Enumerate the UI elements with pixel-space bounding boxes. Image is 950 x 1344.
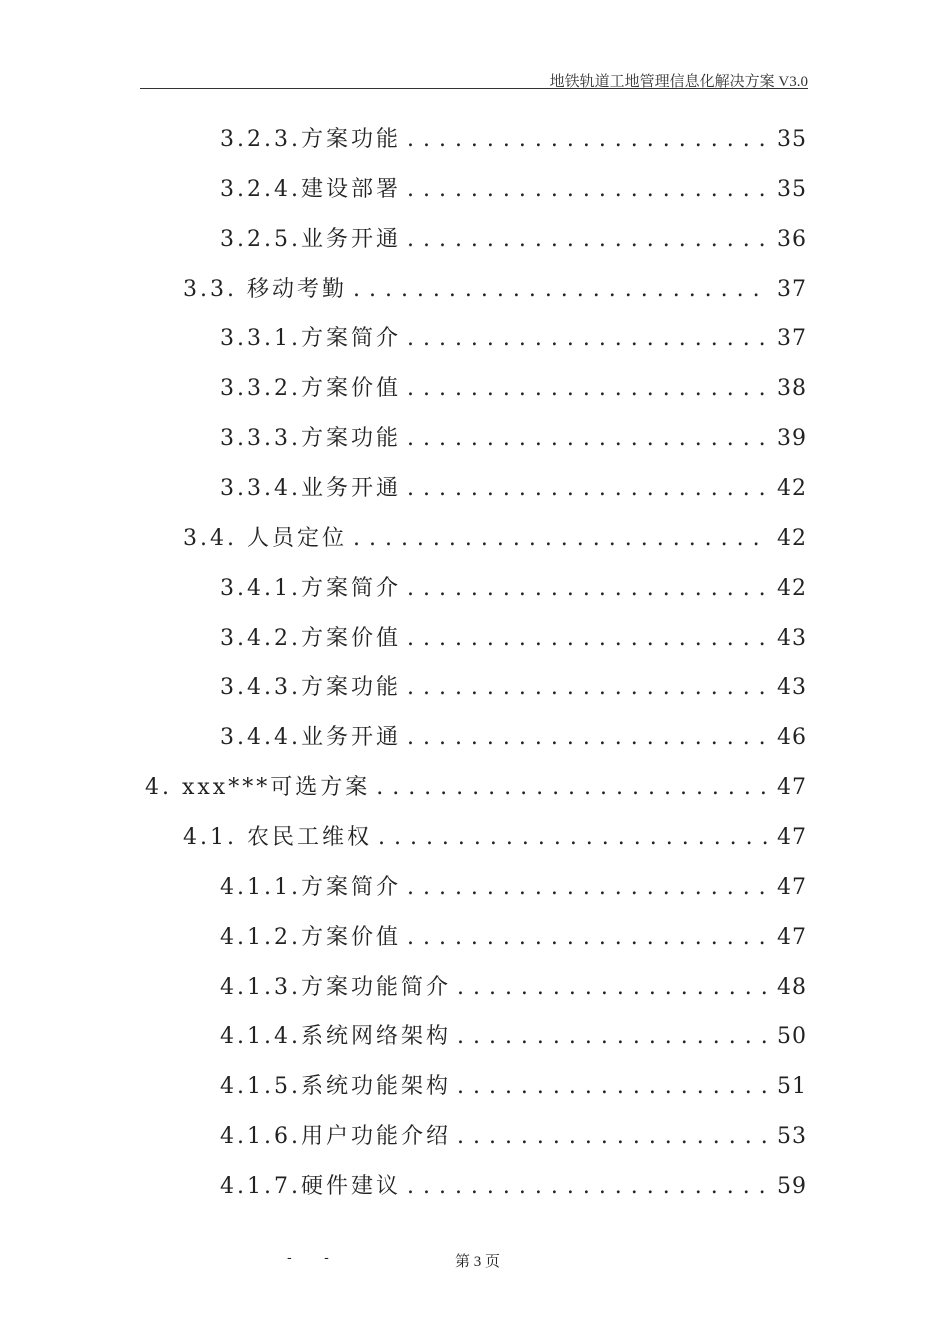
- toc-dot-leader: [378, 825, 769, 850]
- toc-entry[interactable]: [220, 670, 807, 708]
- toc-entry-title: 3.4.3.方案功能: [220, 675, 401, 701]
- toc-entry[interactable]: [220, 1069, 807, 1107]
- toc-entry-title: 4.1.5.系统功能架构: [220, 1074, 451, 1100]
- toc-entry[interactable]: [220, 571, 807, 609]
- toc-entry[interactable]: [220, 122, 807, 160]
- toc-entry-page: 35: [777, 127, 807, 152]
- toc-dot-leader: [457, 1124, 769, 1149]
- running-header: 地铁轨道工地管理信息化解决方案 V3.0: [549, 74, 808, 90]
- toc-entry-page: 53: [777, 1124, 807, 1150]
- toc-entry[interactable]: [220, 172, 807, 210]
- toc-entry-page: 39: [777, 426, 807, 452]
- toc-entry-title: 3.3.4.业务开通: [220, 476, 401, 502]
- toc-dot-leader: [457, 1074, 769, 1099]
- toc-dot-leader: [353, 277, 769, 302]
- toc-dot-leader: [407, 626, 769, 651]
- toc-entry-page: 50: [777, 1024, 807, 1050]
- toc-entry-title: 4.1. 农民工维权: [183, 825, 372, 851]
- toc-entry-title: 3.3. 移动考勤: [183, 276, 347, 302]
- toc-entry-title: 3.4.2.方案价值: [220, 625, 401, 651]
- toc-entry-title: 4.1.2.方案价值: [220, 924, 401, 950]
- toc-entry-title: 3.2.5.业务开通: [220, 226, 401, 252]
- toc-entry-title: 4.1.6.用户功能介绍: [220, 1124, 451, 1150]
- toc-entry-page: 48: [777, 974, 807, 1000]
- toc-entry[interactable]: [220, 371, 807, 409]
- toc-dot-leader: [407, 925, 769, 950]
- toc-entry[interactable]: [220, 970, 807, 1008]
- toc-entry-page: 42: [777, 476, 807, 502]
- footer-dashes: - -: [287, 1250, 343, 1266]
- toc-entry-page: 51: [777, 1074, 807, 1100]
- toc-dot-leader: [407, 426, 769, 451]
- toc-entry-title: 3.4.4.业务开通: [220, 725, 401, 751]
- toc-entry[interactable]: [183, 521, 807, 559]
- toc-entry-title: 3.3.2.方案价值: [220, 376, 401, 402]
- toc-entry-page: 36: [777, 226, 807, 252]
- toc-entry-title: 3.2.4.建设部署: [220, 176, 401, 202]
- toc-entry-page: 37: [777, 276, 807, 302]
- toc-entry-title: 4. xxx***可选方案: [145, 775, 371, 801]
- toc-entry[interactable]: [220, 920, 807, 958]
- toc-entry[interactable]: [220, 621, 807, 659]
- toc-entry-page: 47: [777, 924, 807, 950]
- toc-dot-leader: [457, 1024, 769, 1049]
- toc-entry-title: 4.1.1.方案简介: [220, 874, 401, 900]
- toc-entry-page: 59: [777, 1174, 807, 1200]
- toc-dot-leader: [407, 127, 769, 152]
- toc-dot-leader: [457, 975, 769, 1000]
- toc-entry-page: 47: [777, 775, 807, 801]
- toc-dot-leader: [407, 875, 769, 900]
- header-rule: [140, 88, 808, 89]
- toc-entry-title: 4.1.7.硬件建议: [220, 1174, 401, 1200]
- toc-entry-title: 4.1.3.方案功能简介: [220, 974, 451, 1000]
- toc-dot-leader: [407, 476, 769, 501]
- toc-dot-leader: [407, 376, 769, 401]
- toc-dot-leader: [407, 725, 769, 750]
- toc-entry-page: 35: [777, 176, 807, 202]
- toc-entry-title: 3.3.3.方案功能: [220, 426, 401, 452]
- toc-entry[interactable]: [220, 471, 807, 509]
- toc-dot-leader: [407, 576, 769, 601]
- toc-entry[interactable]: [220, 1169, 807, 1207]
- toc-entry-page: 47: [777, 874, 807, 900]
- toc-dot-leader: [407, 177, 769, 202]
- toc-dot-leader: [407, 675, 769, 700]
- toc-entry-page: 42: [777, 575, 807, 601]
- toc-entry-page: 42: [777, 525, 807, 551]
- toc-entry-page: 37: [777, 326, 807, 352]
- toc-entry-title: 3.4.1.方案简介: [220, 575, 401, 601]
- toc-entry-page: 46: [777, 725, 807, 751]
- toc-entry[interactable]: [220, 870, 807, 908]
- toc-dot-leader: [376, 775, 769, 800]
- toc-entry[interactable]: [220, 720, 807, 758]
- toc-dot-leader: [407, 1174, 769, 1199]
- toc-dot-leader: [407, 326, 769, 351]
- footer-page-number: 第 3 页: [455, 1254, 501, 1270]
- toc-entry-title: 3.4. 人员定位: [183, 525, 347, 551]
- toc-entry[interactable]: [220, 321, 807, 359]
- toc-dot-leader: [407, 227, 769, 252]
- toc-entry-page: 38: [777, 376, 807, 402]
- toc-entry[interactable]: [220, 1119, 807, 1157]
- toc-entry[interactable]: [145, 770, 807, 808]
- toc-entry-page: 47: [777, 825, 807, 851]
- toc-entry-page: 43: [777, 675, 807, 701]
- toc-entry[interactable]: [220, 1019, 807, 1057]
- toc-dot-leader: [353, 526, 769, 551]
- toc-entry-title: 3.3.1.方案简介: [220, 326, 401, 352]
- toc-entry[interactable]: [183, 272, 807, 310]
- toc-entry-title: 4.1.4.系统网络架构: [220, 1024, 451, 1050]
- toc-entry-title: 3.2.3.方案功能: [220, 127, 401, 152]
- toc-entry-page: 43: [777, 625, 807, 651]
- toc-entry[interactable]: [220, 222, 807, 260]
- toc-entry[interactable]: [183, 820, 807, 858]
- toc-entry[interactable]: [220, 421, 807, 459]
